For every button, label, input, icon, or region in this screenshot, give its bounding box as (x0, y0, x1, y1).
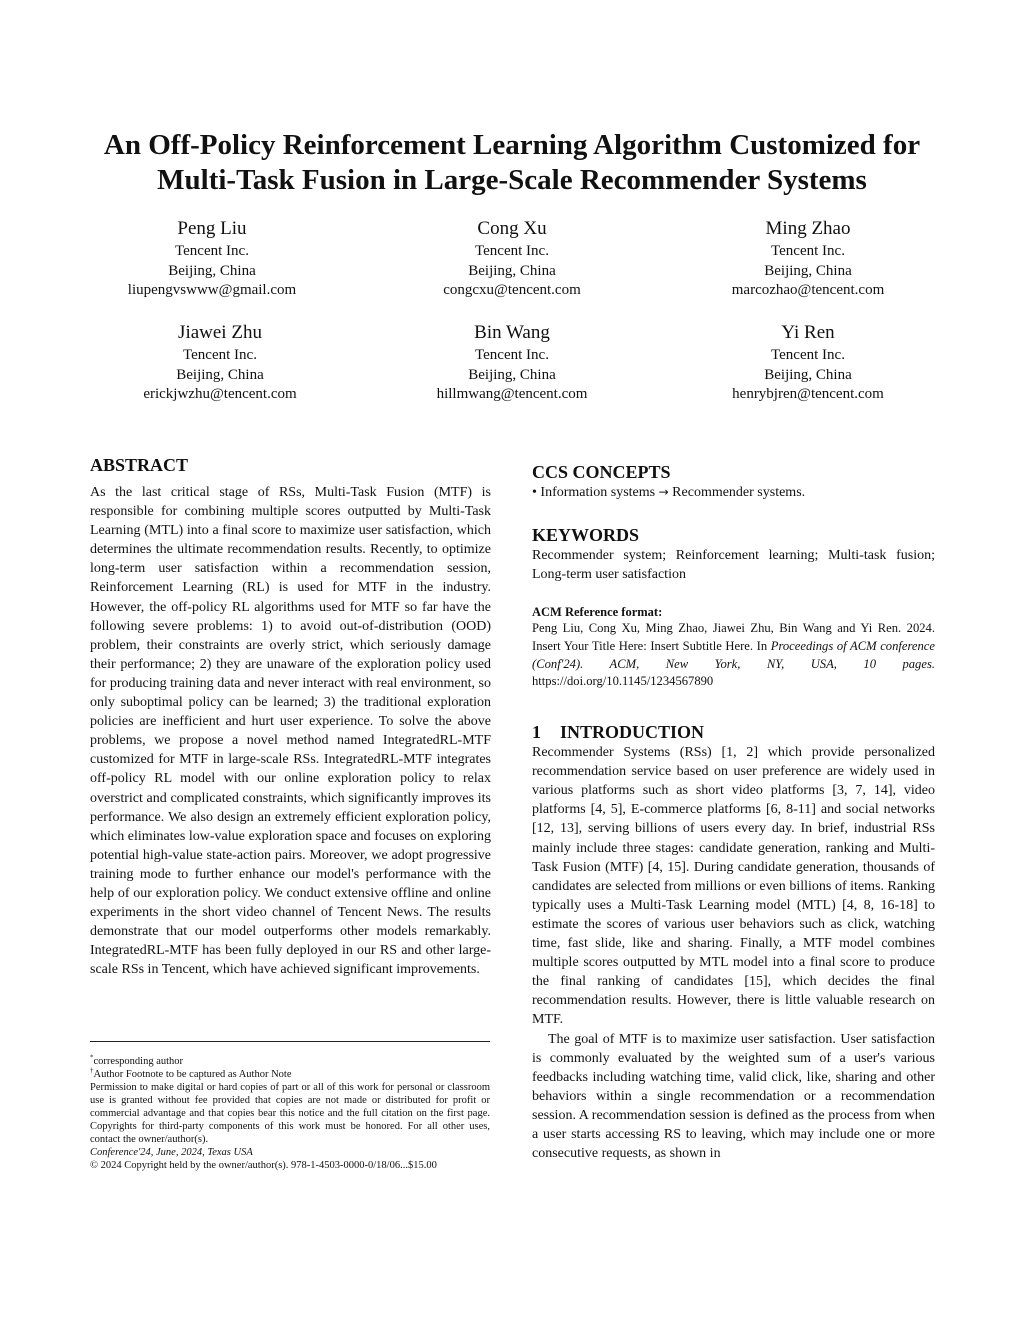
ccs-heading: CCS CONCEPTS (532, 462, 671, 482)
footnote-mark: † (90, 1066, 94, 1075)
ccs-suffix: Recommender systems. (672, 485, 806, 500)
keywords-text: Recommender system; Reinforcement learning; Multi-task fusion; Long-term user satisfaction (532, 548, 935, 583)
author-location: Beijing, China (764, 366, 852, 383)
author-affiliation: Tencent Inc. (771, 347, 845, 363)
section-title: INTRODUCTION (560, 722, 705, 743)
author-affiliation: Tencent Inc. (475, 347, 549, 363)
ccs-prefix: • Information systems (532, 485, 656, 500)
author-email: erickjwzhu@tencent.com (143, 386, 297, 402)
title-line-2: Multi-Task Fusion in Large-Scale Recommender Systems (157, 164, 867, 196)
conference-info: Conference'24, June, 2024, Texas USA (90, 1147, 253, 1158)
author-email: liupengvswww@gmail.com (127, 282, 297, 298)
author-location: Beijing, China (468, 366, 556, 383)
abstract-heading: ABSTRACT (90, 455, 189, 475)
footnote-mark: * (90, 1053, 94, 1062)
title-line-1: An Off-Policy Reinforcement Learning Algorithm Customized for (103, 129, 921, 161)
author-email: hillmwang@tencent.com (436, 386, 588, 402)
author-email: henrybjren@tencent.com (732, 386, 884, 402)
author-email: congcxu@tencent.com (443, 282, 581, 298)
abstract-text: As the last critical stage of RSs, Multi-Task Fusion (MTF) is responsible for combining multiple scores outputted by Multi-Task Learning (MTL) into a final score to maximize user satisfaction, which determines the ultimate recommendation results. Recently, to optimize long-term user satisfaction within a recommendation session, Reinforcement Learning (RL) is used for MTF in the industry. However, the off-policy RL algorithms used for MTF so far have the following severe problems: 1) to avoid out-of-distribution (OOD) problem, their constraints are overly strict, which seriously damage their performance; 2) they are unaware of the exploration policy used for producing training data and never interact with real environment, so only suboptimal policy can be learned; 3) the traditional exploration policies are inefficient and hurt user experience. To solve the above problems, we propose a novel method named IntegratedRL-MTF customized for MTF in large-scale RSs. IntegratedRL-MTF integrates off-policy RL model with our online exploration policy to relax overstrict and complicated constraints, which significantly improves its performance. We also design an extremely efficient exploration policy, which eliminates low-value exploration space and focuses on exploring potential high-value state-action pairs. Moreover, we adopt progressive training mode to further enhance our model's performance with the help of our exploration policy. We conduct extensive offline and online experiments in the short video channel of Tencent News. The results demonstrate that our model outperforms other models remarkably. IntegratedRL-MTF has been fully deployed in our RS and other large-scale RSs in Tencent, which have achieved significant improvements. (90, 485, 491, 978)
section-number: 1 (532, 722, 541, 743)
footnote-corresponding: *corresponding author (90, 1053, 184, 1067)
author-email: marcozhao@tencent.com (731, 282, 885, 298)
copyright-notice: © 2024 Copyright held by the owner/author(s). 978-1-4503-0000-0/18/06...$15.00 (90, 1160, 437, 1171)
acm-reference-text: Peng Liu, Cong Xu, Ming Zhao, Jiawei Zhu, Bin Wang and Yi Ren. 2024. Insert Your Title Here: Insert Subtitle Here. In Proceedings of ACM conference (Conf'24). ACM, New York, NY, USA, 10 pages. https://doi.org/10.1145/1234567890 (532, 621, 935, 689)
author-affiliation: Tencent Inc. (771, 243, 845, 259)
author-name: Peng Liu (177, 218, 247, 239)
author-location: Beijing, China (764, 262, 852, 279)
author-affiliation: Tencent Inc. (175, 243, 249, 259)
footnotes (90, 1055, 490, 1172)
keywords-heading: KEYWORDS (532, 525, 640, 546)
author-block-2 (362, 216, 662, 301)
paper-title (60, 128, 964, 198)
acm-reference-heading: ACM Reference format: (532, 605, 663, 620)
author-name: Bin Wang (474, 322, 550, 343)
author-affiliation: Tencent Inc. (183, 347, 257, 363)
author-block-4 (70, 320, 370, 405)
arrow-right-icon: → (658, 485, 669, 499)
introduction-heading (532, 721, 935, 743)
footnote-author-note: †Author Footnote to be captured as Author Note (90, 1066, 292, 1080)
permission-notice: Permission to make digital or hard copies of part or all of this work for personal or classroom use is granted without fee provided that copies are not made or distributed for profit or commercial advantage and that copies bear this notice and the full citation on the first page. Copyrights for third-party components of this work must be honored. For all other uses, contact the owner/author(s). (90, 1082, 490, 1145)
author-block-1 (62, 216, 362, 301)
author-name: Cong Xu (477, 218, 547, 239)
author-name: Jiawei Zhu (178, 322, 262, 343)
author-location: Beijing, China (176, 366, 264, 383)
author-name: Yi Ren (781, 322, 835, 343)
author-location: Beijing, China (168, 262, 256, 279)
footnote-divider (90, 1041, 490, 1042)
introduction-paragraph-1: Recommender Systems (RSs) [1, 2] which provide personalized recommendation service based on user preference are widely used in various platforms such as short video platforms [3, 7, 14], video platforms [4, 5], E-commerce platforms [6, 8-11] and social networks [12, 13], serving billions of users every day. In brief, industrial RSs mainly include three stages: candidate generation, ranking and Multi-Task Fusion (MTF) [4, 15]. During candidate generation, thousands of candidates are selected from millions or even billions of items. Ranking typically uses a Multi-Task Learning model (MTL) [4, 8, 16-18] to estimate the scores of various user behaviors such as click, watching time, fast slide, like and sharing. Finally, a MTF model combines multiple scores outputted by MTL model into a final score to produce the final ranking of candidates [15], which decides the final recommendation results. However, there is little valuable research on MTF. (532, 745, 935, 1028)
author-block-5 (362, 320, 662, 405)
author-affiliation: Tencent Inc. (475, 243, 549, 259)
author-block-3 (658, 216, 958, 301)
author-location: Beijing, China (468, 262, 556, 279)
right-column (532, 461, 935, 1163)
ccs-concept (532, 483, 935, 502)
introduction-paragraph-2: The goal of MTF is to maximize user satisfaction. User satisfaction is commonly evaluated by the weighted sum of a user's various feedbacks including watching time, valid click, like, sharing and other behaviors within a single recommendation or a recommendation session. A recommendation session is defined as the process from when a user starts accessing RS to leaving, which may include one or more consecutive requests, as shown in (532, 1031, 935, 1162)
left-column (90, 454, 491, 979)
author-name: Ming Zhao (765, 218, 851, 239)
author-block-6 (658, 320, 958, 405)
